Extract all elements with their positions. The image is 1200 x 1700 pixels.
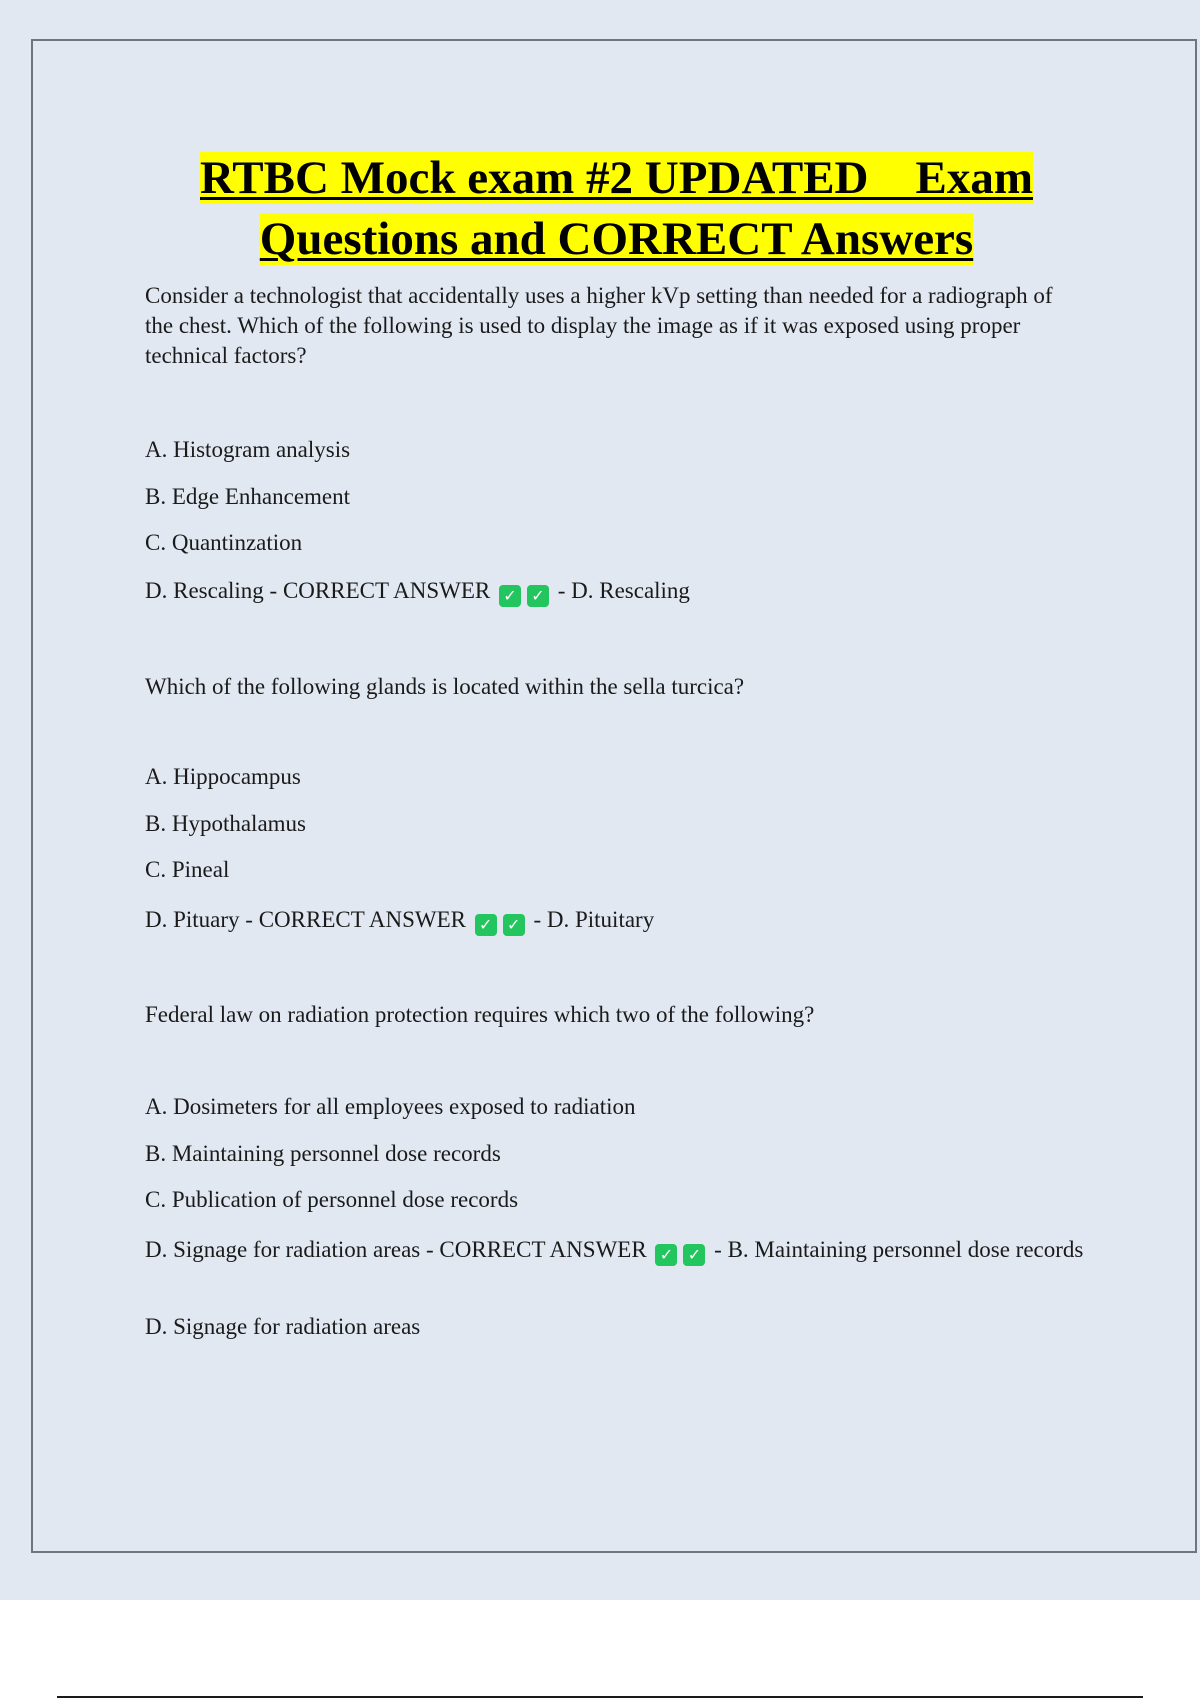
question-2-answer [145, 905, 1085, 936]
question-2-answer-lead: D. Pituary - CORRECT ANSWER [145, 907, 466, 932]
question-3-option-c: C. Publication of personnel dose records [145, 1187, 519, 1212]
question-3-answer-tail: - B. Maintaining personnel dose records [714, 1237, 1084, 1262]
question-1-prompt: Consider a technologist that accidentally uses a higher kVp setting than needed for a radiograph of the chest. Which of the following is used to display the image as if it was exposed using proper technical factors? [145, 283, 1053, 368]
check-icon: ✓ [503, 914, 525, 936]
question-2-answer-tail: - D. Pituitary [533, 907, 655, 932]
question-3-trailing-line: D. Signage for radiation areas [145, 1314, 421, 1339]
footer-rule [57, 1696, 1143, 1698]
title-line-1: RTBC Mock exam #2 UPDATED Exam [200, 152, 1033, 204]
question-3-option-a: A. Dosimeters for all employees exposed to radiation [145, 1094, 636, 1119]
question-1-answer-lead: D. Rescaling - CORRECT ANSWER [145, 578, 491, 603]
question-2-option-a: A. Hippocampus [145, 764, 301, 789]
question-3-answer [145, 1235, 1085, 1266]
check-icon: ✓ [475, 914, 497, 936]
check-icon: ✓ [527, 585, 549, 607]
title-line-2: Questions and CORRECT Answers [259, 213, 974, 265]
question-2-option-b: B. Hypothalamus [145, 811, 306, 836]
question-1-answer [145, 576, 1085, 607]
check-icon: ✓ [655, 1244, 677, 1266]
question-1-option-c: C. Quantinzation [145, 530, 303, 555]
page-title [70, 148, 1163, 270]
check-icon: ✓ [683, 1244, 705, 1266]
question-3-answer-lead: D. Signage for radiation areas - CORRECT ANSWER [145, 1237, 647, 1262]
question-2-option-c: C. Pineal [145, 857, 230, 882]
question-1-answer-tail: - D. Rescaling [557, 578, 690, 603]
question-3-prompt: Federal law on radiation protection requires which two of the following? [145, 1002, 815, 1027]
question-3-option-b: B. Maintaining personnel dose records [145, 1141, 501, 1166]
question-1-option-a: A. Histogram analysis [145, 437, 351, 462]
question-2-prompt: Which of the following glands is located within the sella turcica? [145, 674, 745, 699]
check-icon: ✓ [499, 585, 521, 607]
question-1-option-b: B. Edge Enhancement [145, 484, 351, 509]
